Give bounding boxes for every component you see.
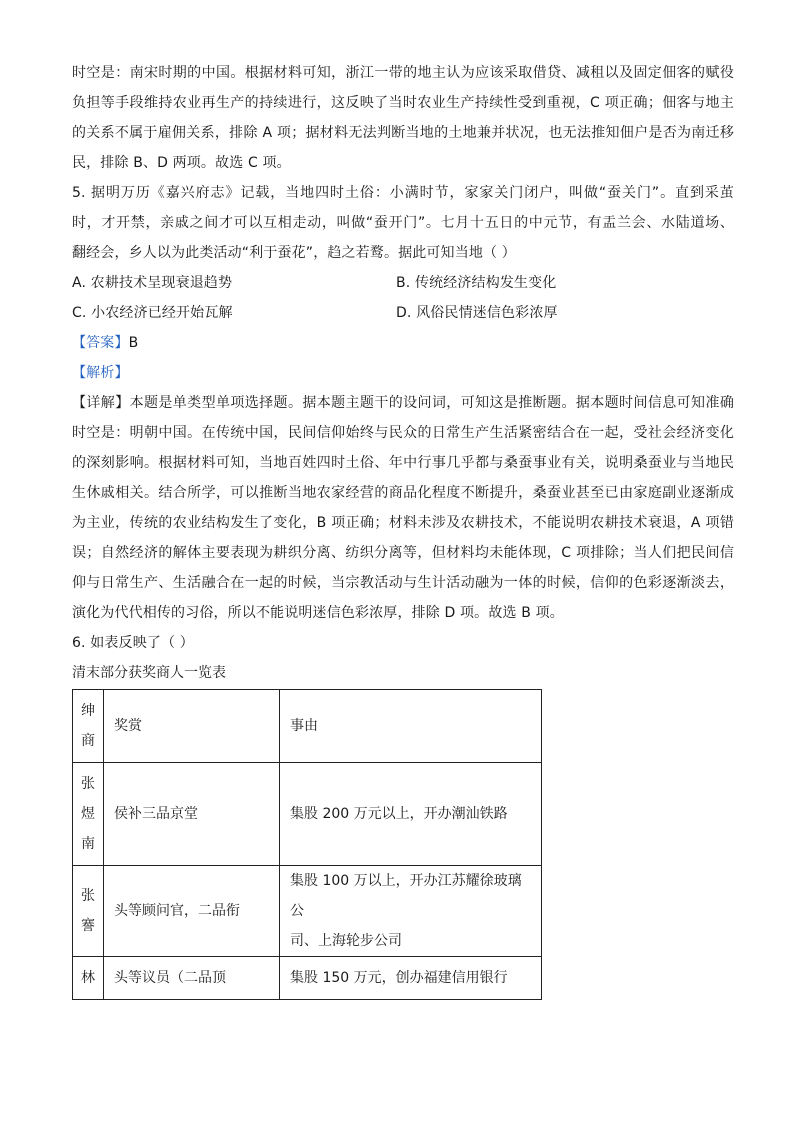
- answer-line: [72, 328, 734, 358]
- options-row: [72, 268, 734, 298]
- text-line: [72, 388, 734, 418]
- header-reason: 事由: [280, 690, 542, 763]
- cell-reward: 头等顾问官，二品衔: [104, 866, 280, 957]
- table-row: [73, 866, 542, 957]
- cell-merchant: [73, 957, 104, 1000]
- cell-merchant: [73, 763, 104, 866]
- document-page: [72, 58, 734, 1000]
- analysis-line: [72, 358, 734, 388]
- text-line: 仰与日常生产、生活融合在一起的时候，当宗教活动与生计活动融为一体的时候，信仰的色彩逐渐淡去，: [72, 575, 734, 591]
- detail-tag: 【详解】: [72, 395, 130, 411]
- text-line: 生休戚相关。结合所学，可以推断当地农家经营的商品化程度不断提升，桑蚕业甚至已由家庭副业逐渐成: [72, 485, 734, 501]
- analysis-tag: 【解析】: [72, 365, 129, 381]
- table-row: [73, 763, 542, 866]
- answer-tag: 【答案】: [72, 335, 129, 351]
- previous-answer-paragraph: [72, 58, 734, 178]
- detail-paragraph: [72, 388, 734, 628]
- question-stem-line: 翻经会，乡人以为此类活动“利于蚕花”，趋之若鹜。据此可知当地（ ）: [72, 245, 516, 261]
- cell-reason: 集股 150 万元，创办福建信用银行: [280, 957, 542, 1000]
- cell-reason-line: 集股 100 万以上，开办江苏耀徐玻璃公: [290, 873, 522, 919]
- header-reward: 奖赏: [104, 690, 280, 763]
- table-row: [73, 957, 542, 1000]
- text-line: 演化为代代相传的习俗，所以不能说明迷信色彩浓厚，排除 D 项。故选 B 项。: [72, 605, 564, 621]
- cell-reason-line: 司、上海轮步公司: [290, 933, 402, 949]
- vertical-char: 南: [81, 836, 95, 852]
- merchants-table: [72, 689, 542, 1000]
- answer-value: B: [128, 335, 139, 351]
- table-header-row: [73, 690, 542, 763]
- detail-text: 本题是单类型单项选择题。据本题主题干的设问词，可知这是推断题。据本题时间信息可知准确: [129, 395, 734, 411]
- vertical-char: 绅: [81, 703, 95, 719]
- vertical-char: 张: [81, 888, 95, 904]
- question-5: [72, 178, 734, 628]
- text-line: 误；自然经济的解体主要表现为耕织分离、纺织分离等，但材料均未能体现，C 项排除；当人们把民间信: [72, 545, 734, 561]
- header-merchant: [73, 690, 104, 763]
- cell-merchant: [73, 866, 104, 957]
- cell-reason: [280, 866, 542, 957]
- cell-reward: 侯补三品京堂: [104, 763, 280, 866]
- question-stem-line: 5. 据明万历《嘉兴府志》记载，当地四时土俗：小满时节，家家关门闭户，叫做“蚕关门”。直到采茧: [72, 185, 734, 201]
- text-line: 时空是：明朝中国。在传统中国，民间信仰始终与民众的日常生产生活紧密结合在一起，受社会经济变化: [72, 425, 734, 441]
- text-line: 时空是：南宋时期的中国。根据材料可知，浙江一带的地主认为应该采取借贷、减租以及固定佃客的赋役: [72, 65, 734, 81]
- option-c: C. 小农经济已经开始瓦解: [72, 305, 233, 321]
- text-line: 的关系不属于雇佣关系，排除 A 项；据材料无法判断当地的土地兼并状况，也无法推知佃户是否为南迁移: [72, 125, 734, 141]
- vertical-char: 林: [81, 970, 95, 986]
- vertical-char: 煜: [81, 806, 95, 822]
- cell-reason: 集股 200 万元以上，开办潮汕铁路: [280, 763, 542, 866]
- text-line: 为主业，传统的农业结构发生了变化，B 项正确；材料未涉及农耕技术，不能说明农耕技术衰退，A 项错: [72, 515, 734, 531]
- option-b: B. 传统经济结构发生变化: [396, 275, 557, 291]
- vertical-char: 商: [81, 733, 95, 749]
- vertical-char: 张: [81, 776, 95, 792]
- option-d: D. 风俗民情迷信色彩浓厚: [396, 305, 558, 321]
- vertical-text: [81, 769, 95, 859]
- vertical-text: [81, 963, 95, 993]
- question-stem-line: 6. 如表反映了（ ）: [72, 635, 194, 651]
- text-line: 负担等手段维持农业再生产的持续进行，这反映了当时农业生产持续性受到重视，C 项正确；佃客与地主: [72, 95, 734, 111]
- vertical-text: [81, 881, 95, 941]
- text-line: 民，排除 B、D 两项。故选 C 项。: [72, 155, 291, 171]
- options-row: [72, 298, 734, 328]
- question-6: [72, 628, 734, 1000]
- question-stem-line: 时，才开禁，亲戚之间才可以互相走动，叫做“蚕开门”。七月十五日的中元节，有盂兰会、水陆道场、: [72, 215, 734, 231]
- vertical-char: 謇: [81, 918, 95, 934]
- table-title: 清末部分获奖商人一览表: [72, 665, 226, 681]
- text-line: 的深刻影响。根据材料可知，当地百姓四时土俗、年中行事几乎都与桑蚕事业有关，说明桑蚕业与当地民: [72, 455, 734, 471]
- cell-reward: 头等议员（二品顶: [104, 957, 280, 1000]
- option-a: A. 农耕技术呈现衰退趋势: [72, 275, 233, 291]
- vertical-text: [81, 696, 95, 756]
